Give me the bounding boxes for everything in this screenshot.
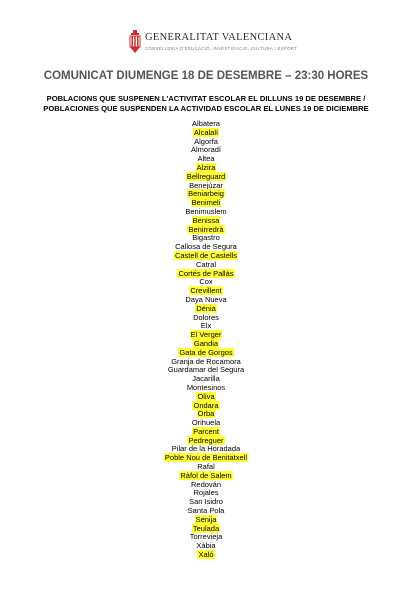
town-name: Redován [190,479,222,489]
town-name: Bigastro [192,233,220,243]
town-name: Granja de Rocamora [171,356,241,366]
town-name: Alcalalí [193,127,219,137]
town-name: Jacarilla [192,374,220,384]
town-name: Dolores [193,312,219,322]
town-name: San Isidro [189,497,223,507]
town-name: Cortés de Pallás [178,268,234,278]
town-name: Benejúzar [189,180,223,190]
logo-title: GENERALITAT VALENCIANA [145,32,293,43]
town-name: Xàbia [196,541,216,551]
town-name: Benimeli [191,198,221,208]
town-name: Poble Nou de Benitatxell [164,453,248,463]
town-name: Santa Pola [187,506,225,516]
town-name: Callosa de Segura [175,242,237,252]
town-name: Orihuela [191,418,221,428]
town-name: Ràfol de Salem [180,470,232,480]
town-name: Bellreguard [186,171,226,181]
town-name: Benimuslem [185,206,227,216]
town-name: Albatera [192,119,220,128]
town-name: Altea [197,154,215,164]
town-name: Ondara [193,400,219,410]
subtitle [0,94,412,113]
town-name: Benirredrà [188,224,224,234]
town-name: Parcent [193,426,219,436]
town-name: El Verger [190,330,222,340]
town-name: Algorfa [194,136,218,146]
town-name: Crevillent [190,286,222,296]
town-list [0,120,412,560]
town-name: Xaló [198,550,214,560]
subtitle-line-spanish: POBLACIONES QUE SUSPENDEN LA ACTIVIDAD ESCOLAR EL LUNES 19 DE DICIEMBRE [43,103,369,113]
town-name: Rojales [193,488,219,498]
town-name: Montesinos [186,382,226,392]
town-name: Teulada [192,523,220,533]
town-name: Pedreguer [188,435,224,445]
town-name: Senija [195,514,217,524]
town-name: Cox [199,277,213,287]
town-name: Catral [195,259,216,269]
town-name: Elx [200,321,212,331]
list-item [0,551,412,560]
town-name: Benissa [192,215,220,225]
town-name: Gata de Gorgos [179,347,233,357]
town-name: Guardamar del Segura [167,365,245,375]
town-name: Daya Nueva [185,294,227,304]
logo-subtitle: CONSELLERIA D'EDUCACIÓ, INVESTIGACIÓ, CULTURA I ESPORT [145,46,298,51]
town-name: Rafal [197,462,215,472]
town-name: Alzira [196,162,216,172]
page-title: COMUNICAT DIUMENGE 18 DE DESEMBRE – 23:30 HORES [43,70,369,82]
town-name: Almoradí [190,145,221,155]
town-name: Pilar de la Horadada [171,444,241,454]
coat-of-arms-icon [129,30,141,54]
town-name: Beniarbeig [188,189,224,199]
town-name: Castell de Castells [174,250,238,260]
town-name: Torrevieja [189,532,223,542]
town-name: Oliva [197,391,215,401]
town-name: Orba [197,409,215,419]
subtitle-line-valencian: POBLACIONS QUE SUSPENEN L'ACTIVITAT ESCOLAR EL DILLUNS 19 DE DESEMBRE / [46,94,366,103]
town-name: Dénia [196,303,216,313]
town-name: Gandia [193,338,219,348]
header [0,30,412,60]
